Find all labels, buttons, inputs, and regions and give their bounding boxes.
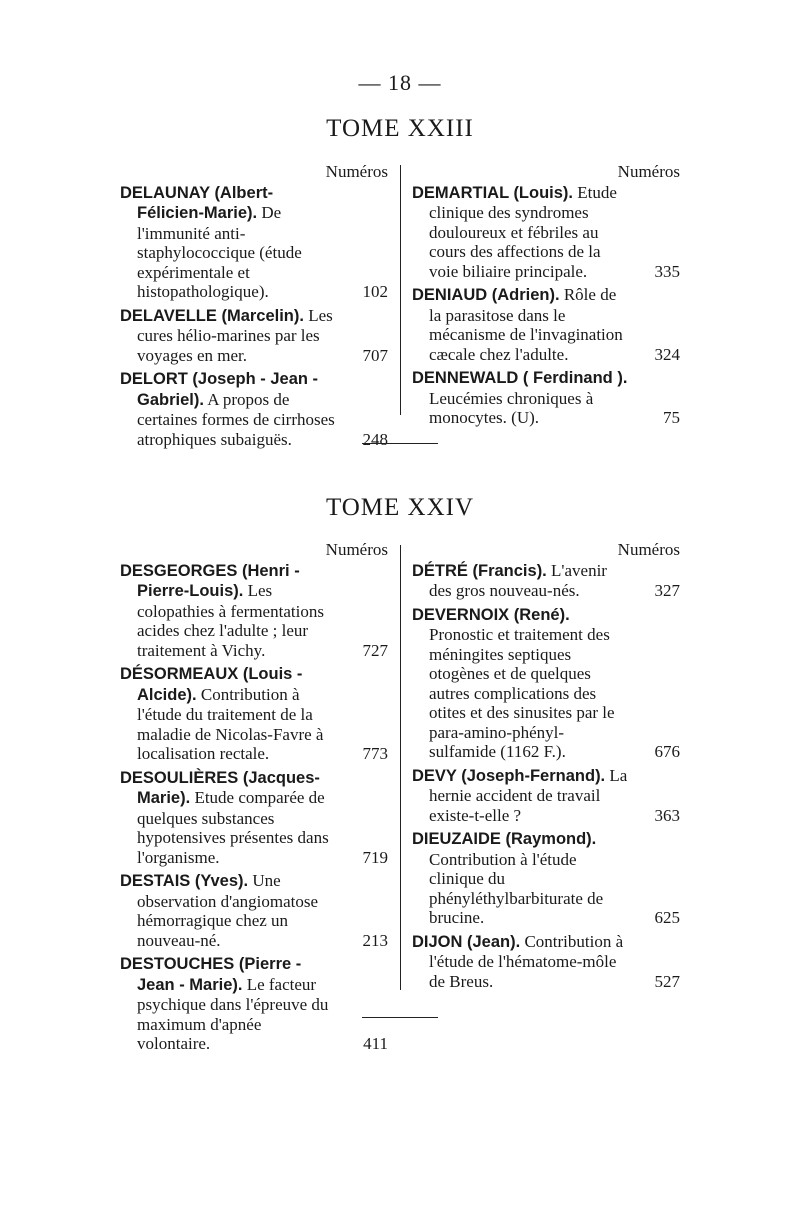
entry-name: DÉTRÉ (Francis). bbox=[412, 561, 547, 580]
entry-deniaud bbox=[412, 285, 680, 364]
entry-title: Rôle de la parasitose dans le mécanisme de l'invagination cæcale chez l'adulte. bbox=[429, 285, 623, 364]
entry-number: 676 bbox=[654, 742, 680, 761]
entry-title: Contribution à l'étude de l'hématome-môle de Breus. bbox=[429, 931, 624, 991]
entry-desoulieres bbox=[120, 768, 388, 868]
entry-title: Contribution à l'étude clinique du phényléthylbarbiturate de brucine. bbox=[429, 849, 604, 927]
entry-name: DEVERNOIX (René). bbox=[412, 605, 570, 624]
column-divider bbox=[400, 545, 401, 990]
entry-number: 527 bbox=[654, 971, 680, 991]
page-number: — 18 — bbox=[358, 70, 442, 95]
entry-number: 324 bbox=[654, 344, 680, 364]
entry-number: 707 bbox=[362, 345, 388, 365]
entry-title: Le facteur psychique dans l'épreuve du maximum d'apnée volontaire. bbox=[137, 974, 329, 1053]
entry-number: 327 bbox=[654, 581, 680, 600]
entry-desormeaux bbox=[120, 664, 388, 764]
tome-xxiii-left-column bbox=[120, 162, 388, 453]
numeros-header: Numéros bbox=[617, 162, 680, 181]
entry-title: Les colopathies à fermentations acides chez l'adulte ; leur traitement à Vichy. bbox=[137, 581, 324, 660]
entry-destouches bbox=[120, 954, 388, 1054]
entry-title: La hernie accident de travail existe-t-elle ? bbox=[429, 765, 628, 825]
column-divider bbox=[400, 165, 401, 415]
entry-number: 335 bbox=[654, 261, 680, 281]
numeros-header: Numéros bbox=[617, 540, 680, 559]
entry-name: DEMARTIAL (Louis). bbox=[412, 183, 574, 202]
entry-number: 248 bbox=[362, 429, 388, 449]
entry-name: DELAVELLE (Marcelin). bbox=[120, 306, 304, 325]
entry-desgeorges bbox=[120, 561, 388, 661]
entry-number: 102 bbox=[362, 282, 388, 301]
numeros-header: Numéros bbox=[325, 540, 388, 559]
entry-name: DÉSORMEAUX (Louis - Alcide). bbox=[120, 665, 303, 704]
entry-title: Etude comparée de quelques substances hypotensives présentes dans l'organisme. bbox=[137, 788, 329, 867]
entry-devy bbox=[412, 766, 680, 826]
entry-number: 363 bbox=[654, 805, 680, 825]
entry-title: De l'immunité anti-staphylococcique (étude expérimentale et histopathologique). bbox=[137, 203, 302, 301]
entry-name: DELAUNAY (Albert-Félicien-Marie). bbox=[120, 183, 274, 222]
entry-dennewald bbox=[412, 368, 680, 428]
entry-number: 625 bbox=[654, 908, 680, 927]
entry-dieuzaide bbox=[412, 829, 680, 928]
entry-title: A propos de certaines formes de cirrhoses atrophiques subaiguës. bbox=[137, 389, 335, 449]
entry-name: DENIAUD (Adrien). bbox=[412, 286, 560, 304]
entry-title: Contribution à l'étude du traitement de la maladie de Nicolas-Favre à localisation rectale. bbox=[137, 684, 324, 763]
section-separator bbox=[362, 1017, 438, 1018]
entry-demartial bbox=[412, 183, 680, 282]
entry-title: Une observation d'angiomatose hémorragique chez un nouveau-né. bbox=[137, 871, 319, 950]
entry-name: DEVY (Joseph-Fernand). bbox=[412, 766, 606, 785]
entry-devernoix bbox=[412, 605, 680, 762]
tome-xxiv-right-column bbox=[412, 540, 680, 995]
entry-number: 727 bbox=[362, 640, 388, 660]
entry-name: DESTAIS (Yves). bbox=[120, 872, 249, 890]
entry-title: L'avenir des gros nouveau-nés. bbox=[429, 560, 607, 600]
entry-name: DENNEWALD ( Ferdinand ). bbox=[412, 369, 628, 387]
entry-name: DESTOUCHES (Pierre - Jean - Marie). bbox=[120, 955, 302, 994]
entry-number: 411 bbox=[363, 1034, 388, 1053]
entry-name: DIEUZAIDE (Raymond). bbox=[412, 830, 597, 848]
entry-dijon bbox=[412, 932, 680, 992]
tome-xxiv-left-column bbox=[120, 540, 388, 1058]
section-title-tome-xxiv: TOME XXIV bbox=[325, 494, 475, 521]
entry-number: 773 bbox=[362, 744, 388, 763]
entry-delort bbox=[120, 369, 388, 449]
section-title-tome-xxiii: TOME XXIII bbox=[326, 115, 474, 142]
entry-number: 75 bbox=[663, 408, 680, 427]
entry-delaunay bbox=[120, 183, 388, 302]
entry-destais bbox=[120, 871, 388, 950]
entry-name: DESOULIÈRES (Jacques-Marie). bbox=[120, 768, 320, 807]
entry-title: Etude clinique des syndromes douloureux et fébriles au cours des affections de la voie biliaire principale. bbox=[429, 182, 617, 281]
numeros-header: Numéros bbox=[325, 162, 388, 181]
entry-name: DIJON (Jean). bbox=[412, 932, 521, 951]
entry-number: 213 bbox=[362, 930, 388, 950]
entry-title: Pronostic et traitement des méningites septiques otogènes et de quelques autres complications des otites et des sinusites par le para-amino-phényl-sulfamide (1162 F.). bbox=[429, 625, 615, 761]
entry-delavelle bbox=[120, 306, 388, 366]
entry-name: DELORT (Joseph - Jean - Gabriel). bbox=[120, 370, 319, 409]
entry-title: Leucémies chroniques à monocytes. (U). bbox=[429, 388, 594, 427]
entry-title: Les cures hélio-marines par les voyages en mer. bbox=[137, 305, 333, 365]
entry-number: 719 bbox=[362, 847, 388, 867]
entry-name: DESGEORGES (Henri - Pierre-Louis). bbox=[120, 561, 300, 600]
entry-detre bbox=[412, 561, 680, 601]
section-separator bbox=[362, 443, 438, 444]
tome-xxiii-right-column bbox=[412, 162, 680, 432]
